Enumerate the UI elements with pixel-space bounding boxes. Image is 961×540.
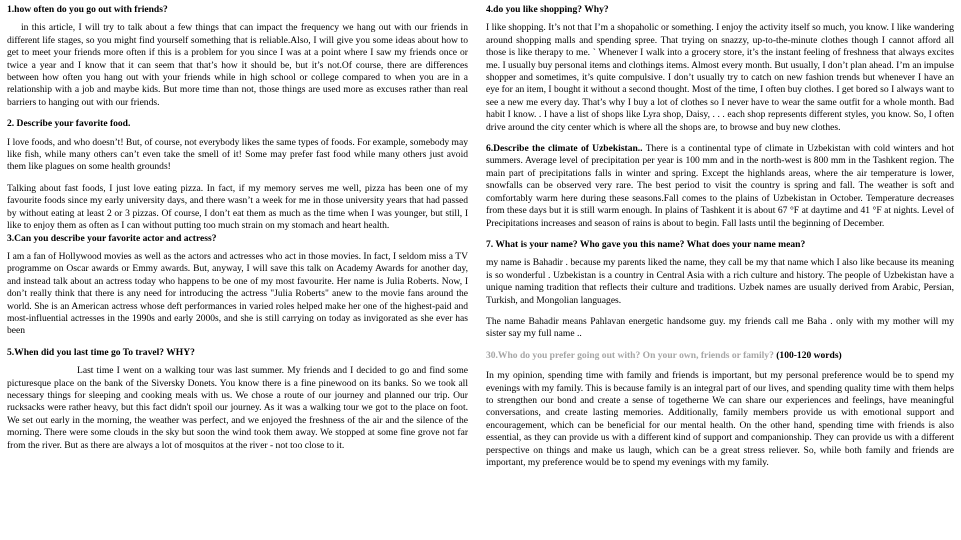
question-2-heading: 2. Describe your favorite food. [7, 118, 131, 130]
question-30-title: 30.Who do you prefer going out with? On your own, friends or family? [486, 349, 774, 361]
question-7-answer-paragraph-1: my name is Bahadir . because my parents liked the name, they call be my that name which I also like because its meaning is so wonderful . Uzbekistan is a country in Central Asia with a rich culture and history. The people of Uzbekistan have a unique naming tradition that reflects their culture and traditions. Uzbek names are usually derived from Arabic, Persian, Turkish, and Mongolian languages. [486, 257, 954, 306]
question-30-answer: In my opinion, spending time with family and friends is important, but my personal preference would be to spend my evenings with my family. This is because family is an integral part of our lives, and spending quality time with them helps to strengthen our bond and create a sense of togetherne We can share our experiences and feelings, have meaningful conversations, and create lasting memories. Additionally, family members provide us with emotional support and encouragement, which can be beneficial for our mental health. On the other hand, spending time with friends is also essential, as they can provide us with a different kind of support and companionship. They can provide us with a different perspective on things and make us laugh, which can be a great stress reliever. So, while both family and friends are important, my preference would be to spend my evenings with my family. [486, 370, 954, 468]
question-5-heading: 5.When did you last time go To travel? WHY? [7, 346, 195, 358]
right-column [486, 4, 954, 469]
question-3-answer: I am a fan of Hollywood movies as well as the actors and actresses who act in those movies. In fact, I seldom miss a TV programme on Oscar awards or Emmy awards. But, anyway, I will save this talk on Academy Awards for another day, and instead talk about an actress today who happens to be one of my most favourite. Her name is Julia Roberts. Now, I don’t really think that there is any need for introducing the actress "Julia Roberts" anew to the movie fans around the world. She is an American actress whose deft performances in varied roles helped make her one of the highest-paid and most-influential actresses in the 1990s and early 2000s, and she is still carrying on today as invigorated as she ever has been [7, 250, 468, 337]
question-5-answer: Last time I went on a walking tour was last summer. My friends and I decided to go and find some picturesque place on the bank of the Siversky Donets. You know there is a fine pinewood on its banks. So we took all necessary things for sleeping and cooking meals with us. We chose a route of our journey and planned our trip. Our rucksacks were rather heavy, but this fact didn't spoil our journey. As it was a walking tour we got to the place on foot. We set out early in the morning, the weather was perfect, and we enjoyed the freshness of the air and the silence of the morning. There were some clouds in the sky but soon the wind took them away. We stopped at some fine grove not far from the river. But as there are always a lot of mosquitos at the river - not too close to it. [7, 365, 468, 451]
question-6-heading: 6.Describe the climate of Uzbekistan.. [486, 143, 643, 155]
question-7-answer-paragraph-2: The name Bahadir means Pahlavan energetic handsome guy. my friends call me Baha . only with my mother will my sister say my full name .. [486, 315, 954, 340]
question-6-answer: There is a continental type of climate in Uzbekistan with cold winters and hot summers. Average level of precipitation per year is 100 mm and in the north-west is 800 mm in the Tashkent region. The main part of precipitations falls in winter and spring. Except the highlands areas, where the air temperature is lower, snowfalls can be observed very rare. The best period to visit the country is spring and fall. The weather is soft and comfortably warm here during these seasons.Fall comes to the plains of Uzbekistan in October. Temperature decreases from these days but it is still warm enough. In plains of Tashkent it is about 67 °F at daytime and 41 °F at nights. Level of Precipitations increases and season of rains is about to begin. Fall lasts until the beginning of December. [486, 143, 954, 229]
question-2-answer-paragraph-1: I love foods, and who doesn’t! But, of course, not everybody likes the same types of foods. For example, somebody may like fish, while many others can’t even take the smell of it! Some may prefer fast food while many others just avoid them like plagues on some health grounds! [7, 136, 468, 173]
question-3-heading: 3.Can you describe your favorite actor and actress? [7, 232, 217, 244]
left-column [7, 4, 468, 452]
question-30-word-count-note: (100-120 words) [773, 349, 842, 361]
question-2-answer-paragraph-2: Talking about fast foods, I just love eating pizza. In fact, if my memory serves me well, pizza has been one of my favourite foods since my early university days, and there wasn’t a week for me in those university years that had passed by without eating at least 2 or 3 pizzas. Of course, I don’t eat them as much as the time when I was younger, but still, I like to enjoy them as often as I can without putting too much strain on my stomach and heart health. [7, 182, 468, 232]
question-7-heading: 7. What is your name? Who gave you this name? What does your name mean? [486, 238, 806, 250]
question-1-answer: in this article, I will try to talk about a few things that can impact the frequency we hang out with our friends in different life stages, so you might find yourself something that is reliable.Also, I will give you some ideas about how to get to meet your friends more often if this is a problem for you since I was at a point where I saw my friends once or twice a year and I know that it can seem that that’s how it should be, but it’s not.Of course, there are differences between how often you hang out with your friends while in high school or college compared to when you are in a relationship with a job and maybe kids. But more time than not, those things are used more as excuses rather than real barriers to hanging out with our friends. [7, 22, 468, 108]
question-6-block [486, 143, 954, 230]
question-1-heading: 1.how often do you go out with friends? [7, 4, 168, 15]
question-30-heading [486, 350, 954, 362]
question-4-heading: 4.do you like shopping? Why? [486, 4, 609, 15]
question-4-answer: I like shopping. It’s not that I’m a shopaholic or something. I enjoy the activity itself so much, you know. I like wandering around shopping malls and spending spree. That trying on snazzy, up-to-the-minute clothes though I cannot afford all those is like therapy to me. ` Whenever I walk into a grocery store, it’s the instant feeling of freshness that always excites me. I usually buy personal items and clothings items. Almost every month. But usually, I don’t plan ahead. I’m an impulse shopper and sometimes, it’s quite compulsive. I don’t usually try to catch on new fashion trends but whenever I have an eye for an item, I bought it without a second thought. Most of the time, I often buy clothes. I get bored so I always want to see a new me every day. That’s why I buy a lot of clothes so I never have to wear the same outfit for a whole month. Bad habit I know. . I have a list of shops like Lyra shop, Daisy, . . . each shop represents different styles, you know. So, I often drive around the city center which is where all the shops are, to browse and buy new clothes. [486, 22, 954, 133]
